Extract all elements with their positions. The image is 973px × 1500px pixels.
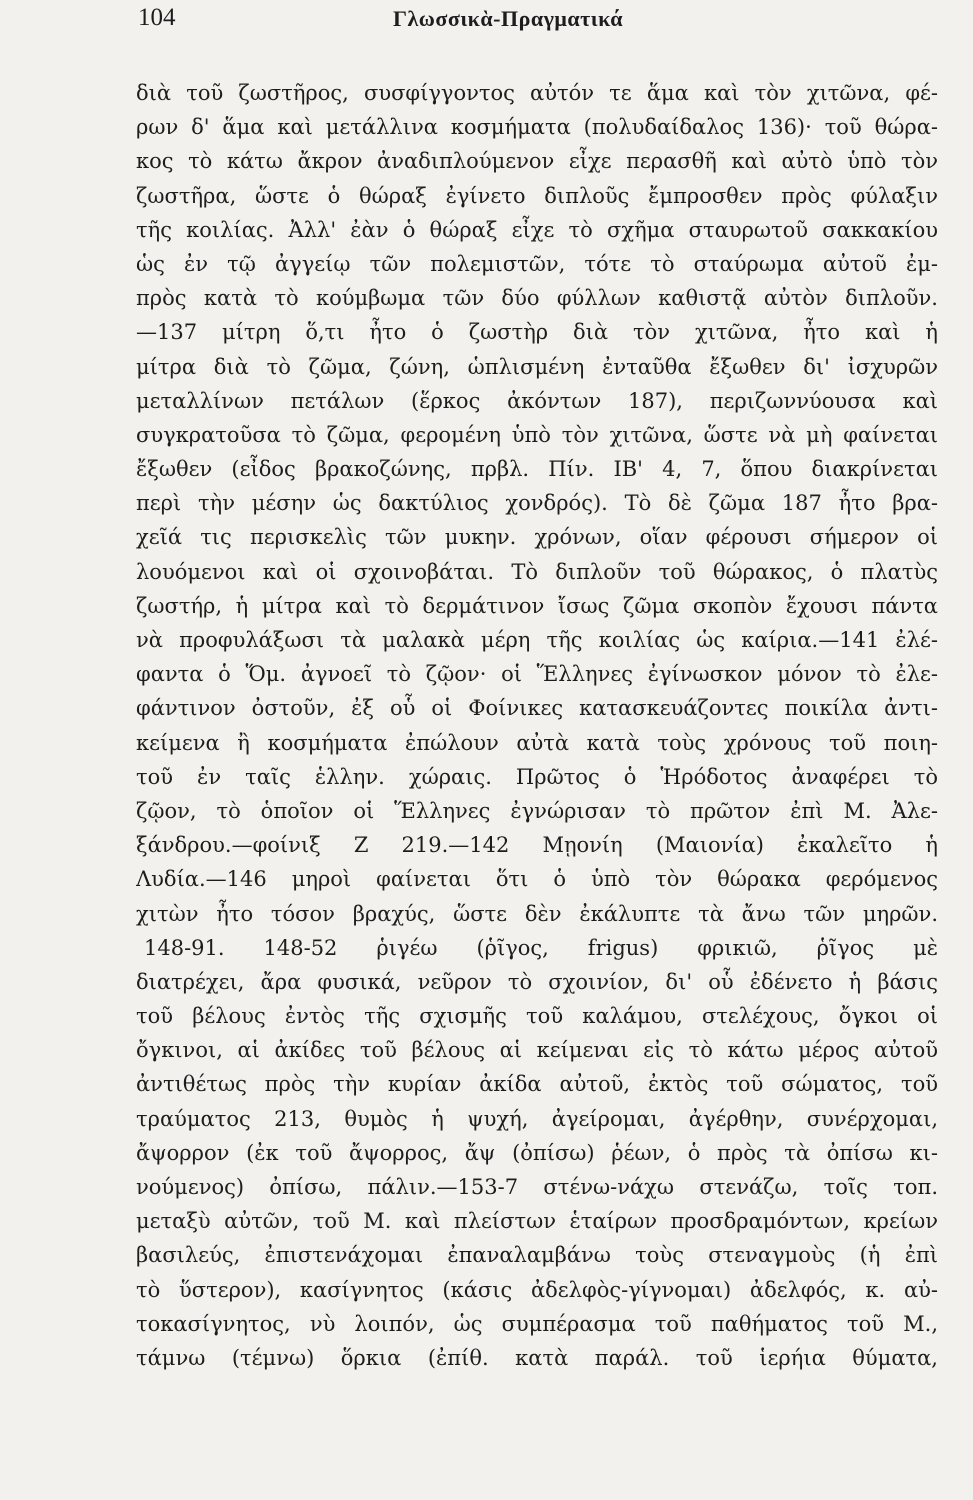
text-line: ἄψορρον (ἐκ τοῦ ἄψορρος, ἄψ (ὀπίσω) ῥέων, ὁ πρὸς τὰ ὀπίσω κι-	[136, 1140, 938, 1165]
text-line: ζῷον, τὸ ὁποῖον οἱ Ἕλληνες ἐγνώρισαν τὸ πρῶτον ἐπὶ Μ. Ἀλε-	[136, 798, 938, 823]
page-number: 104	[138, 4, 176, 31]
text-line: ἀντιθέτως πρὸς τὴν κυρίαν ἀκίδα αὐτοῦ, ἐκτὸς τοῦ σώματος, τοῦ	[136, 1072, 938, 1097]
text-line: κος τὸ κάτω ἄκρον ἀναδιπλούμενον εἶχε περασθῆ καὶ αὐτὸ ὑπὸ τὸν	[136, 149, 938, 174]
text-line: Λυδία.—146 μηροὶ φαίνεται ὅτι ὁ ὑπὸ τὸν θώρακα φερόμενος	[136, 867, 938, 892]
text-line: διὰ τοῦ ζωστῆρος, συσφίγγοντος αὐτόν τε ἅμα καὶ τὸν χιτῶνα, φέ-	[136, 81, 938, 105]
page-header	[138, 4, 938, 38]
text-line: περὶ τὴν μέσην ὡς δακτύλιος χονδρός). Τὸ δὲ ζῶμα 187 ἦτο βρα-	[136, 491, 938, 516]
text-line: μίτρα διὰ τὸ ζῶμα, ζώνη, ὡπλισμένη ἐνταῦθα ἔξωθεν δι' ἰσχυρῶν	[136, 354, 938, 379]
text-line: —137 μίτρη ὅ,τι ἦτο ὁ ζωστὴρ διὰ τὸν χιτῶνα, ἦτο καὶ ἡ	[136, 320, 938, 345]
text-line: ὄγκινοι, αἱ ἀκίδες τοῦ βέλους αἱ κείμεναι εἰς τὸ κάτω μέρος αὐτοῦ	[136, 1038, 938, 1063]
running-title: Γλωσσικὰ-Πραγματικά	[393, 6, 623, 31]
text-line: τάμνω (τέμνω) ὅρκια (ἐπίθ. κατὰ παράλ. τοῦ ἱερήια θύματα,	[136, 1345, 938, 1370]
text-line: διατρέχει, ἄρα φυσικά, νεῦρον τὸ σχοινίον, δι' οὗ ἐδένετο ἡ βάσις	[136, 969, 938, 994]
text-line: βασιλεύς, ἐπιστενάχομαι ἐπαναλαμβάνω τοὺς στεναγμοὺς (ἡ ἐπὶ	[136, 1243, 938, 1268]
text-line: νούμενος) ὀπίσω, πάλιν.—153-7 στένω-νάχω στενάζω, τοῖς τοπ.	[136, 1175, 938, 1199]
body-text	[136, 76, 938, 1375]
text-line: ξάνδρου.—φοίνιξ Ζ 219.—142 Μῃονίη (Μαιονία) ἐκαλεῖτο ἡ	[136, 833, 938, 858]
text-line: ζωστῆρα, ὥστε ὁ θώραξ ἐγίνετο διπλοῦς ἔμπροσθεν πρὸς φύλαξιν	[136, 183, 938, 208]
text-line: συγκρατοῦσα τὸ ζῶμα, φερομένη ὑπὸ τὸν χιτῶνα, ὥστε νὰ μὴ φαίνεται	[136, 422, 938, 447]
text-line: φαντα ὁ Ὅμ. ἀγνοεῖ τὸ ζῷον· οἱ Ἕλληνες ἐγίνωσκον μόνον τὸ ἐλε-	[136, 662, 938, 687]
text-line: ζωστήρ, ἡ μίτρα καὶ τὸ δερμάτινον ἴσως ζῶμα σκοπὸν ἔχουσι πάντα	[136, 593, 938, 618]
text-line: ἔξωθεν (εἶδος βρακοζώνης, πρβλ. Πίν. ΙΒ' 4, 7, ὅπου διακρίνεται	[136, 457, 938, 482]
text-line: χεῖά τις περισκελὶς τῶν μυκην. χρόνων, οἵαν φέρουσι σήμερον οἱ	[136, 525, 938, 550]
text-line: τραύματος 213, θυμὸς ἡ ψυχή, ἀγείρομαι, ἀγέρθην, συνέρχομαι,	[136, 1106, 938, 1131]
text-line: πρὸς κατὰ τὸ κούμβωμα τῶν δύο φύλλων καθιστᾷ αὐτὸν διπλοῦν.	[136, 286, 938, 311]
text-line: ρων δ' ἅμα καὶ μετάλλινα κοσμήματα (πολυδαίδαλος 136)· τοῦ θώρα-	[136, 115, 938, 140]
text-line: τῆς κοιλίας. Ἀλλ' ἐὰν ὁ θώραξ εἶχε τὸ σχῆμα σταυρωτοῦ σακκακίου	[136, 217, 938, 242]
text-line: κείμενα ἢ κοσμήματα ἐπώλουν αὐτὰ κατὰ τοὺς χρόνους τοῦ ποιη-	[136, 730, 938, 755]
text-line: χιτὼν ἦτο τόσον βραχύς, ὥστε δὲν ἐκάλυπτε τὰ ἄνω τῶν μηρῶν.	[136, 901, 938, 926]
text-line: νὰ προφυλάξωσι τὰ μαλακὰ μέρη τῆς κοιλίας ὡς καίρια.—141 ἐλέ-	[136, 628, 938, 652]
text-line: λουόμενοι καὶ οἱ σχοινοβάται. Τὸ διπλοῦν τοῦ θώρακος, ὁ πλατὺς	[136, 559, 938, 584]
section-start-line: 148-91. 148-52 ῥιγέω (ῥῖγος, frigus) φρικιῶ, ῥῖγος μὲ	[144, 935, 938, 960]
text-line: μεταλλίνων πετάλων (ἕρκος ἀκόντων 187), περιζωννύουσα καὶ	[136, 388, 938, 413]
text-line: τὸ ὕστερον), κασίγνητος (κάσις ἀδελφὸς-γίγνομαι) ἀδελφός, κ. αὐ-	[136, 1277, 938, 1302]
text-line: τοκασίγνητος, νὺ λοιπόν, ὡς συμπέρασμα τοῦ παθήματος τοῦ Μ.,	[136, 1311, 938, 1336]
text-line: μεταξὺ αὐτῶν, τοῦ Μ. καὶ πλείστων ἑταίρων προσδραμόντων, κρείων	[136, 1209, 938, 1234]
text-line: ὡς ἐν τῷ ἀγγείῳ τῶν πολεμιστῶν, τότε τὸ σταύρωμα αὐτοῦ ἐμ-	[136, 251, 938, 276]
text-line: τοῦ βέλους ἐντὸς τῆς σχισμῆς τοῦ καλάμου, στελέχους, ὄγκοι οἱ	[136, 1004, 938, 1029]
text-line: φάντινον ὀστοῦν, ἐξ οὗ οἱ Φοίνικες κατασκευάζοντες ποικίλα ἀντι-	[136, 696, 938, 721]
text-line: τοῦ ἐν ταῖς ἑλλην. χώραις. Πρῶτος ὁ Ἡρόδοτος ἀναφέρει τὸ	[136, 764, 938, 789]
